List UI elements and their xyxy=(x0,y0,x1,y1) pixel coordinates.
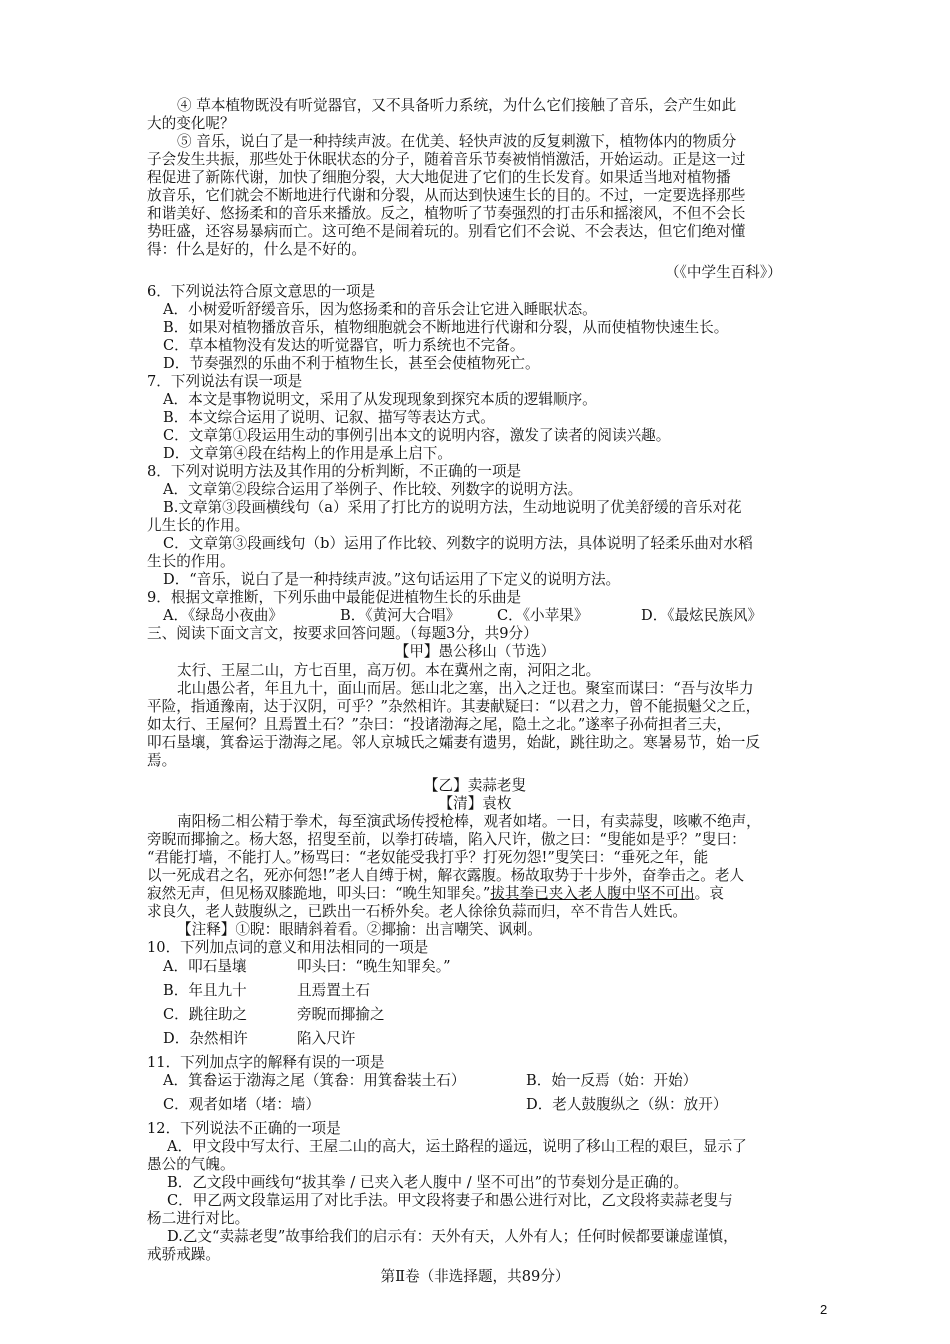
question-11-option-c: C．观者如堵（堵：墙） xyxy=(163,1096,321,1113)
passage-yi-line: 以一死成君之名，死亦何怨!”老人自缚于树，解衣露腹。杨故取势于十步外，奋拳击之。老人 xyxy=(147,867,745,884)
paragraph-5-line: 子会发生共振，那些处于休眠状态的分子，随着音乐节奏被悄悄激活，开始运动。正是这一过 xyxy=(147,151,746,168)
passage-yi-line-start: 寂然无声，但见杨双膝跪地，叩头曰：“晚生知罪矣。” xyxy=(147,885,491,902)
question-10-option-b: B．年且九十 xyxy=(163,982,247,999)
question-12-line: C．甲乙两文段靠运用了对比手法。甲文段将妻子和愚公进行对比，乙文段将卖蒜老叟与 xyxy=(167,1192,733,1209)
question-10-option-a-pair: 叩头曰：“晚生知罪矣。” xyxy=(297,958,451,975)
question-11-option-d: D．老人鼓腹纵之（纵：放开） xyxy=(526,1096,728,1113)
paragraph-5-line: 势旺盛，还容易暴病而亡。这可绝不是闹着玩的。别看它们不会说、不会表达，但它们绝对懂 xyxy=(147,223,746,240)
passage-jia-line: 太行、王屋二山，方七百里，高万仞。本在冀州之南，河阳之北。 xyxy=(177,662,601,679)
question-10-option-d-pair: 陷入尺许 xyxy=(297,1030,356,1047)
passage-yi-line: 南阳杨二相公精于拳术，每至演武场传授枪棒，观者如堵。一日，有卖蒜叟，咳嗽不绝声， xyxy=(177,813,761,830)
question-11-option-b: B．始一反焉（始：开始） xyxy=(526,1072,698,1089)
passage-jia-title: 【甲】愚公移山（节选） xyxy=(394,643,556,660)
question-12-line: 杨二进行对比。 xyxy=(147,1210,250,1227)
question-10-option-b-pair: 且焉置土石 xyxy=(297,982,370,999)
question-10-option-d: D．杂然相许 xyxy=(163,1030,248,1047)
question-9-option-a: A．《绿岛小夜曲》 xyxy=(163,607,283,624)
paragraph-4-line: 大的变化呢？ xyxy=(147,115,235,132)
question-8-option-a: A．文章第②段综合运用了举例子、作比较、列数字的说明方法。 xyxy=(163,481,583,498)
question-10-option-c: C．跳往助之 xyxy=(163,1006,248,1023)
passage-jia-line: 平险，指通豫南，达于汉阴，可乎？”杂然相许。其妻献疑曰：“以君之力，曾不能损魁父之丘， xyxy=(147,698,761,715)
passage-yi-line: 旁睨而揶揄之。杨大怒，招叟至前，以拳打砖墙，陷入尺许，傲之曰：“叟能如是乎？”叟曰： xyxy=(147,831,746,848)
question-11-stem: 11．下列加点字的解释有误的一项是 xyxy=(147,1054,385,1071)
question-9-stem: 9．根据文章推断，下列乐曲中最能促进植物生长的乐曲是 xyxy=(147,589,522,606)
question-9-option-d: D．《最炫民族风》 xyxy=(641,607,763,624)
question-7-option-c: C．文章第①段运用生动的事例引出本文的说明内容，激发了读者的阅读兴趣。 xyxy=(163,427,671,444)
question-8-option-b: B.文章第③段画横线句（a）采用了打比方的说明方法，生动地说明了优美舒缓的音乐对花 xyxy=(163,499,742,516)
question-7-option-a: A．本文是事物说明文，采用了从发现现象到探究本质的逻辑顺序。 xyxy=(163,391,597,408)
question-10-option-a: A．叩石垦壤 xyxy=(163,958,247,975)
question-8-option-b-cont: 儿生长的作用。 xyxy=(147,517,250,534)
passage-jia-line: 如太行、王屋何？且焉置土石？”杂曰：“投诸渤海之尾，隐土之北。”遂率子孙荷担者三夫， xyxy=(147,716,732,733)
question-9-option-b: B．《黄河大合唱》 xyxy=(340,607,461,624)
annotation-note: 【注释】①睨：眼睛斜着看。②揶揄：出言嘲笑、讽刺。 xyxy=(177,921,542,938)
section-3-heading: 三、阅读下面文言文，按要求回答问题。（每题3分，共9分） xyxy=(147,625,538,642)
paragraph-5-line: ⑤ 音乐，说白了是一种持续声波。在优美、轻快声波的反复刺激下，植物体内的物质分 xyxy=(177,133,737,150)
question-7-option-b: B．本文综合运用了说明、记叙、描写等表达方式。 xyxy=(163,409,495,426)
question-12-stem: 12．下列说法不正确的一项是 xyxy=(147,1120,341,1137)
question-6-option-c: C．草本植物没有发达的听觉器官，听力系统也不完备。 xyxy=(163,337,525,354)
source-citation: （《中学生百科》） xyxy=(665,264,782,281)
question-12-line: D.乙文“卖蒜老叟”故事给我们的启示有：天外有天，人外有人；任何时候都要谦虚谨慎， xyxy=(167,1228,738,1245)
paragraph-5-line: 和谐美好、悠扬柔和的音乐来播放。反之，植物听了节奏强烈的打击乐和摇滚风，不但不会长 xyxy=(147,205,746,222)
passage-yi-line: 求良久，老人鼓腹纵之，已跌出一石桥外矣。老人徐徐负蒜而归，卒不肯告人姓氏。 xyxy=(147,903,687,920)
question-6-stem: 6．下列说法符合原文意思的一项是 xyxy=(147,283,376,300)
passage-yi-line: “君能打墙，不能打人。”杨骂曰：“老奴能受我打乎？打死勿怨!”叟笑曰：“垂死之年，能 xyxy=(147,849,709,866)
question-6-option-d: D．节奏强烈的乐曲不利于植物生长，甚至会使植物死亡。 xyxy=(163,355,540,372)
question-10-option-c-pair: 旁睨而揶揄之 xyxy=(297,1006,385,1023)
question-10-stem: 10．下列加点词的意义和用法相同的一项是 xyxy=(147,939,429,956)
passage-yi-author: 【清】袁枚 xyxy=(438,795,512,812)
question-6-option-a: A．小树爱听舒缓音乐，因为悠扬柔和的音乐会让它进入睡眠状态。 xyxy=(163,301,597,318)
question-11-option-a: A．箕畚运于渤海之尾（箕畚：用箕畚装土石） xyxy=(163,1072,466,1089)
part-2-heading: 第Ⅱ卷（非选择题，共89分） xyxy=(380,1268,570,1285)
passage-jia-line: 焉。 xyxy=(147,752,177,769)
question-8-option-d: D．“音乐，说白了是一种持续声波。”这句话运用了下定义的说明方法。 xyxy=(163,571,621,588)
question-6-option-b: B．如果对植物播放音乐，植物细胞就会不断地进行代谢和分裂，从而使植物快速生长。 xyxy=(163,319,729,336)
passage-yi-line-underlined xyxy=(147,885,724,902)
question-12-line: A．甲文段中写太行、王屋二山的高大，运土路程的遥远，说明了移山工程的艰巨，显示了 xyxy=(167,1138,747,1155)
passage-jia-line: 北山愚公者，年且九十，面山而居。惩山北之塞，出入之迂也。聚室而谋曰：“吾与汝毕力 xyxy=(177,680,754,697)
question-8-stem: 8．下列对说明方法及其作用的分析判断，不正确的一项是 xyxy=(147,463,522,480)
question-12-line: B．乙文段中画线句“拔其拳 / 已夹入老人腹中 / 坚不可出”的节奏划分是正确的。 xyxy=(167,1174,689,1191)
paragraph-5-line: 放音乐，它们就会不断地进行代谢和分裂，从而达到快速生长的目的。不过，一定要选择那些 xyxy=(147,187,746,204)
paragraph-4-line: ④ 草本植物既没有听觉器官，又不具备听力系统，为什么它们接触了音乐，会产生如此 xyxy=(177,97,737,114)
question-12-line: 戒骄戒躁。 xyxy=(147,1246,220,1263)
question-7-stem: 7．下列说法有误一项是 xyxy=(147,373,303,390)
question-8-option-c: C．文章第③段画线句（b）运用了作比较、列数字的说明方法，具体说明了轻柔乐曲对水稻 xyxy=(163,535,753,552)
passage-yi-title: 【乙】卖蒜老叟 xyxy=(423,777,527,794)
paragraph-5-line: 程促进了新陈代谢，加快了细胞分裂，大大地促进了它们的生长发育。如果适当地对植物播 xyxy=(147,169,731,186)
question-12-line: 愚公的气魄。 xyxy=(147,1156,235,1173)
passage-yi-line-end: 。哀 xyxy=(694,885,724,902)
passage-jia-line: 叩石垦壤，箕畚运于渤海之尾。邻人京城氏之孀妻有遗男，始龀，跳往助之。寒暑易节，始一反 xyxy=(147,734,760,751)
question-7-option-d: D．文章第④段在结构上的作用是承上启下。 xyxy=(163,445,452,462)
question-9-option-c: C．《小苹果》 xyxy=(497,607,589,624)
underlined-sentence: 拔其拳已夹入老人腹中坚不可出 xyxy=(490,885,695,902)
question-8-option-c-cont: 生长的作用。 xyxy=(147,553,235,570)
page-number: 2 xyxy=(820,1302,828,1317)
paragraph-5-line: 得：什么是好的，什么是不好的。 xyxy=(147,241,366,258)
